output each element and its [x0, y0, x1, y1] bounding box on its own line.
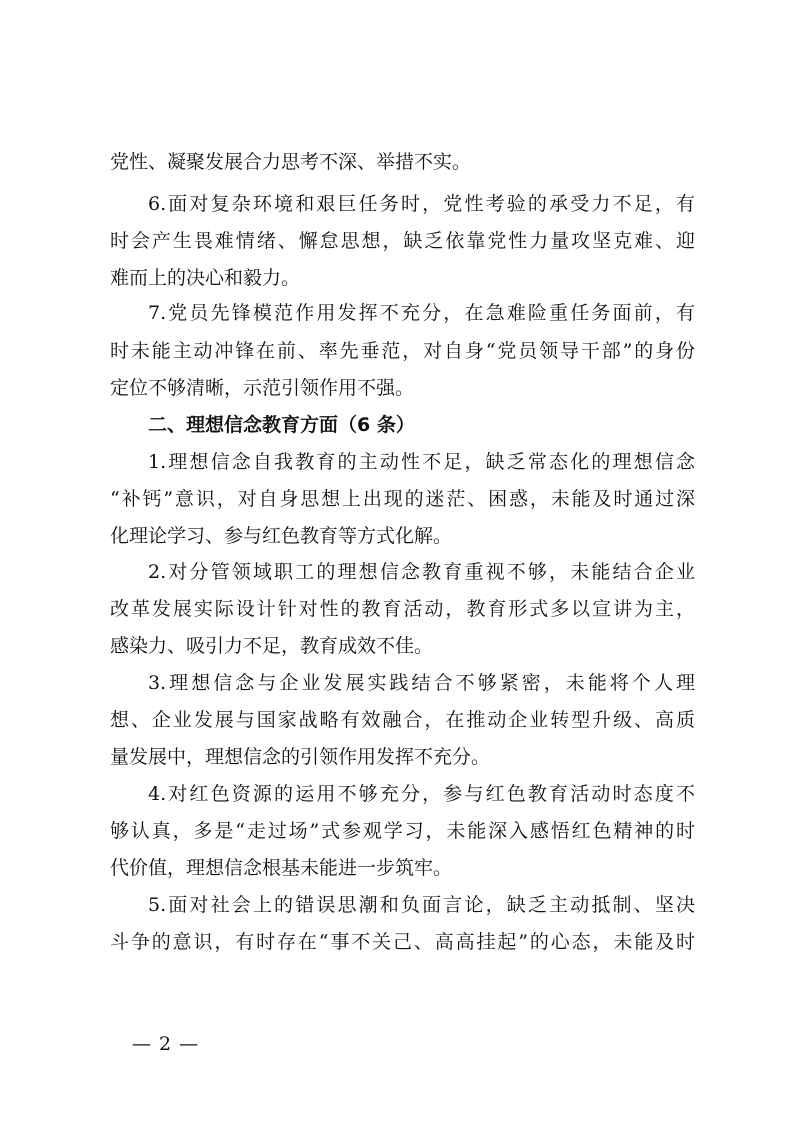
text-line: 定位不够清晰，示范引领作用不强。 [110, 377, 415, 399]
text-line: 化理论学习、参与红色教育等方式化解。 [110, 525, 453, 547]
text-line: 难而上的决心和毅力。 [110, 267, 301, 289]
text-line: 代价值，理想信念根基未能进一步筑牢。 [110, 857, 453, 879]
text-line: 量发展中，理想信念的引领作用发挥不充分。 [110, 746, 491, 768]
text-line: 7.党员先锋模范作用发挥不充分，在急难险重任务面前，有 [148, 302, 695, 324]
text-line: 2.对分管领域职工的理想信念教育重视不够，未能结合企业 [148, 561, 695, 583]
text-line: 5.面对社会上的错误思潮和负面言论，缺乏主动抵制、坚决 [148, 894, 695, 916]
text-line: 改革发展实际设计针对性的教育活动，教育形式多以宣讲为主， [110, 598, 695, 620]
text-line: 够认真，多是“走过场”式参观学习，未能深入感悟红色精神的时 [110, 820, 695, 842]
text-line: 斗争的意识，有时存在“事不关己、高高挂起”的心态，未能及时 [110, 931, 695, 953]
text-line: 1.理想信念自我教育的主动性不足，缺乏常态化的理想信念 [148, 451, 695, 473]
section-heading: 二、理想信念教育方面（6 条） [148, 414, 415, 436]
text-line: 4.对红色资源的运用不够充分，参与红色教育活动时态度不 [148, 783, 695, 805]
text-line: 6.面对复杂环境和艰巨任务时，党性考验的承受力不足，有 [148, 193, 695, 215]
text-line: 想、企业发展与国家战略有效融合，在推动企业转型升级、高质 [110, 709, 695, 731]
text-line: 3.理想信念与企业发展实践结合不够紧密，未能将个人理 [148, 672, 695, 694]
text-line: “补钙”意识，对自身思想上出现的迷茫、困惑，未能及时通过深 [110, 488, 695, 510]
text-line: 时未能主动冲锋在前、率先垂范，对自身“党员领导干部”的身份 [110, 340, 695, 362]
text-line: 感染力、吸引力不足，教育成效不佳。 [110, 635, 434, 657]
text-line: 时会产生畏难情绪、懈怠思想，缺乏依靠党性力量攻坚克难、迎 [110, 230, 695, 252]
page-number: — 2 — [132, 1033, 200, 1055]
text-line: 党性、凝聚发展合力思考不深、举措不实。 [110, 151, 472, 173]
